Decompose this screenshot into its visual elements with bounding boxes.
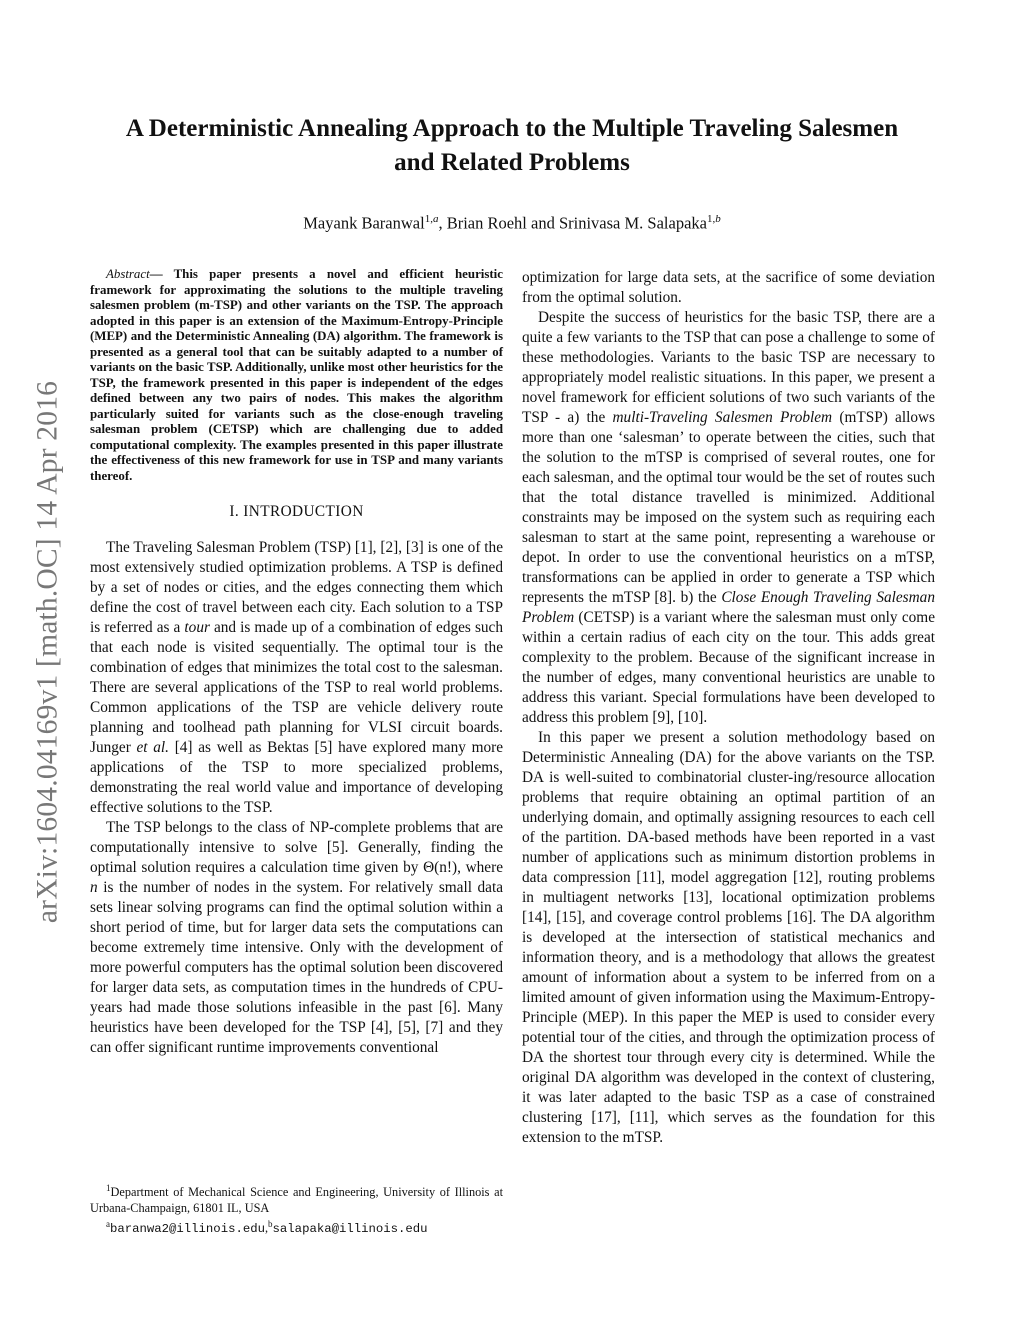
arxiv-sidebar	[30, 323, 66, 981]
emphasis-mtsp: multi-Traveling Salesmen Problem	[612, 409, 833, 426]
left-column	[90, 267, 503, 1058]
footnote-emails: $^a$baranwa2@illinois.edu,$^b$salapaka@illinois.edu	[106, 1219, 428, 1237]
abstract-text: — This paper presents a novel and efficient heuristic framework for approximating the solutions to the multiple traveling salesmen problem (m-TSP) and other variants on the TSP. The approach adopted in this paper is an extension of the Maximum-Entropy-Principle (MEP) and the Deterministic Annealing (DA) algorithm. The framework is presented as a general tool that can be suitably adapted to a number of variants on the basic TSP. Additionally, unlike most other heuristics for the TSP, the framework presented in this paper is independent of the edges defined between any two pairs of nodes. This makes the algorithm particularly suited for variants such as the close-enough traveling salesman problem (CETSP) which are challenging due to added computational complexity. The examples presented in this paper illustrate the effectiveness of this new framework for use in TSP and many variants thereof.	[90, 267, 503, 483]
author-3-affiliation-mark: 1,b	[706, 213, 721, 225]
abstract	[90, 267, 503, 484]
section-heading-introduction: I. INTRODUCTION	[229, 503, 364, 520]
author-1: Mayank Baranwal	[303, 213, 425, 233]
abstract-label: Abstract	[106, 267, 150, 281]
math-theta-n-factorial: Θ(n!)	[423, 859, 458, 876]
emphasis-cetsp: Close Enough Traveling Salesman Problem	[522, 589, 935, 626]
intro-paragraph-2-continued: optimization for large data sets, at the sacrifice of some deviation from the optimal solution.	[522, 269, 935, 306]
intro-paragraph-4: In this paper we present a solution methodology based on Deterministic Annealing (DA) for the above variants on the TSP. DA is well-suited to combinatorial cluster-ing/resource allocation problems that require obtaining an optimal partition of an underlying domain, and optimally assigning resources to each cell of the partition. DA-based methods have been reported in a vast number of applications such as minimum distortion problems in data compression [11], model aggregation [12], routing problems in multiagent networks [13], locational optimization problems [14], [15], and coverage control problems [16]. The DA algorithm is developed at the intersection of statistical mechanics and information theory, and is a methodology that allows the greatest amount of information about a system to be inferred from on a limited amount of given information using the Maximum-Entropy-Principle (MEP). In this paper the MEP is used to consider every potential tour of the cities, and through the optimization process of DA the shortest tour through every city is determined. While the original DA algorithm was developed in the context of clustering, it was later adapted to the basic TSP as a case of constrained clustering [17], [11], which serves as the foundation for this extension to the mTSP.	[522, 729, 935, 1146]
author-1-affiliation-mark: 1,a	[424, 213, 439, 225]
email-salapaka[interactable]: salapaka@illinois.edu	[272, 1222, 428, 1237]
email-baranwal[interactable]: baranwa2@illinois.edu	[110, 1222, 265, 1237]
footnote-affiliation: $^1$Department of Mechanical Science and Engineering, University of Illinois at Urbana-Champaign, 61801 IL, USA	[90, 1183, 503, 1216]
author-list-rest: , Brian Roehl and Srinivasa M. Salapaka	[438, 213, 707, 233]
footnotes	[90, 1180, 503, 1237]
math-n: n	[90, 879, 98, 896]
intro-paragraph-2: The TSP belongs to the class of NP-complete problems that are computationally intensive to solve [5]. Generally, finding the optimal solution requires a calculation time given by Θ(n!), where n is the number of nodes in the system. For relatively small data sets linear solving programs can find the optimal solution within a short period of time, but for larger data sets the computations can become extremely time intensive. Only with the development of more powerful computers has the optimal solution been discovered for larger data sets, as computation times in the hundreds of CPU-years had made those solutions infeasible in the past [6]. Many heuristics have been developed for the TSP [4], [5], [7] and they can offer significant runtime improvements conventional	[90, 819, 503, 1056]
author-line	[112, 208, 912, 235]
right-column	[522, 268, 935, 1148]
arxiv-identifier: arXiv:1604.04169v1 [math.OC] 14 Apr 2016	[31, 380, 64, 924]
emphasis-tour: tour	[184, 619, 210, 636]
emphasis-et-al: et al.	[136, 739, 169, 756]
paper-title: A Deterministic Annealing Approach to the Multiple Traveling Salesmen and Related Problems	[125, 115, 899, 176]
intro-paragraph-3: Despite the success of heuristics for the basic TSP, there are a quite a few variants to the TSP that can pose a challenge to some of these methodologies. Variants to the basic TSP are necessary to appropriately model realistic situations. In this paper, we present a novel framework for efficient solutions of two such variants of the TSP - a) the multi-Traveling Salesmen Problem (mTSP) allows more than one ‘salesman’ to operate between the cities, such that the solution to the mTSP is comprised of several routes, one for each salesman, and the optimal tour would be the set of routes such that the total distance travelled is minimized. Additional constraints may be imposed on the system such as requiring each salesman to start at the same point, representing a warehouse or depot. In order to use the conventional heuristics on a mTSP, transformations can be applied in order to generate a TSP which represents the mTSP [8]. b) the Close Enough Traveling Salesman Problem (CETSP) is a variant where the salesman must only come within a certain radius of each city on the tour. This adds great complexity to the problem. Because of the significant increase in the number of edges, many conventional heuristics are unable to address this variant. Special formulations have been developed to address this problem [9], [10].	[522, 309, 935, 726]
intro-paragraph-1: The Traveling Salesman Problem (TSP) [1], [2], [3] is one of the most extensively studied optimization problems. A TSP is defined by a set of nodes or cities, and the edges connecting them which define the cost of travel between each city. Each solution to a TSP is referred as a tour and is made up of a combination of edges such that each node is visited sequentially. The optimal tour is the combination of edges that minimizes the total cost to the salesman. There are several applications of the TSP to real world problems. Common applications of the TSP are vehicle delivery route planning and toolhead path planning for VLSI circuit boards. Junger et al. [4] as well as Bektas [5] have explored many more applications of the TSP to more specialized problems, demonstrating the real world value and importance of developing effective solutions to the TSP.	[90, 539, 504, 816]
